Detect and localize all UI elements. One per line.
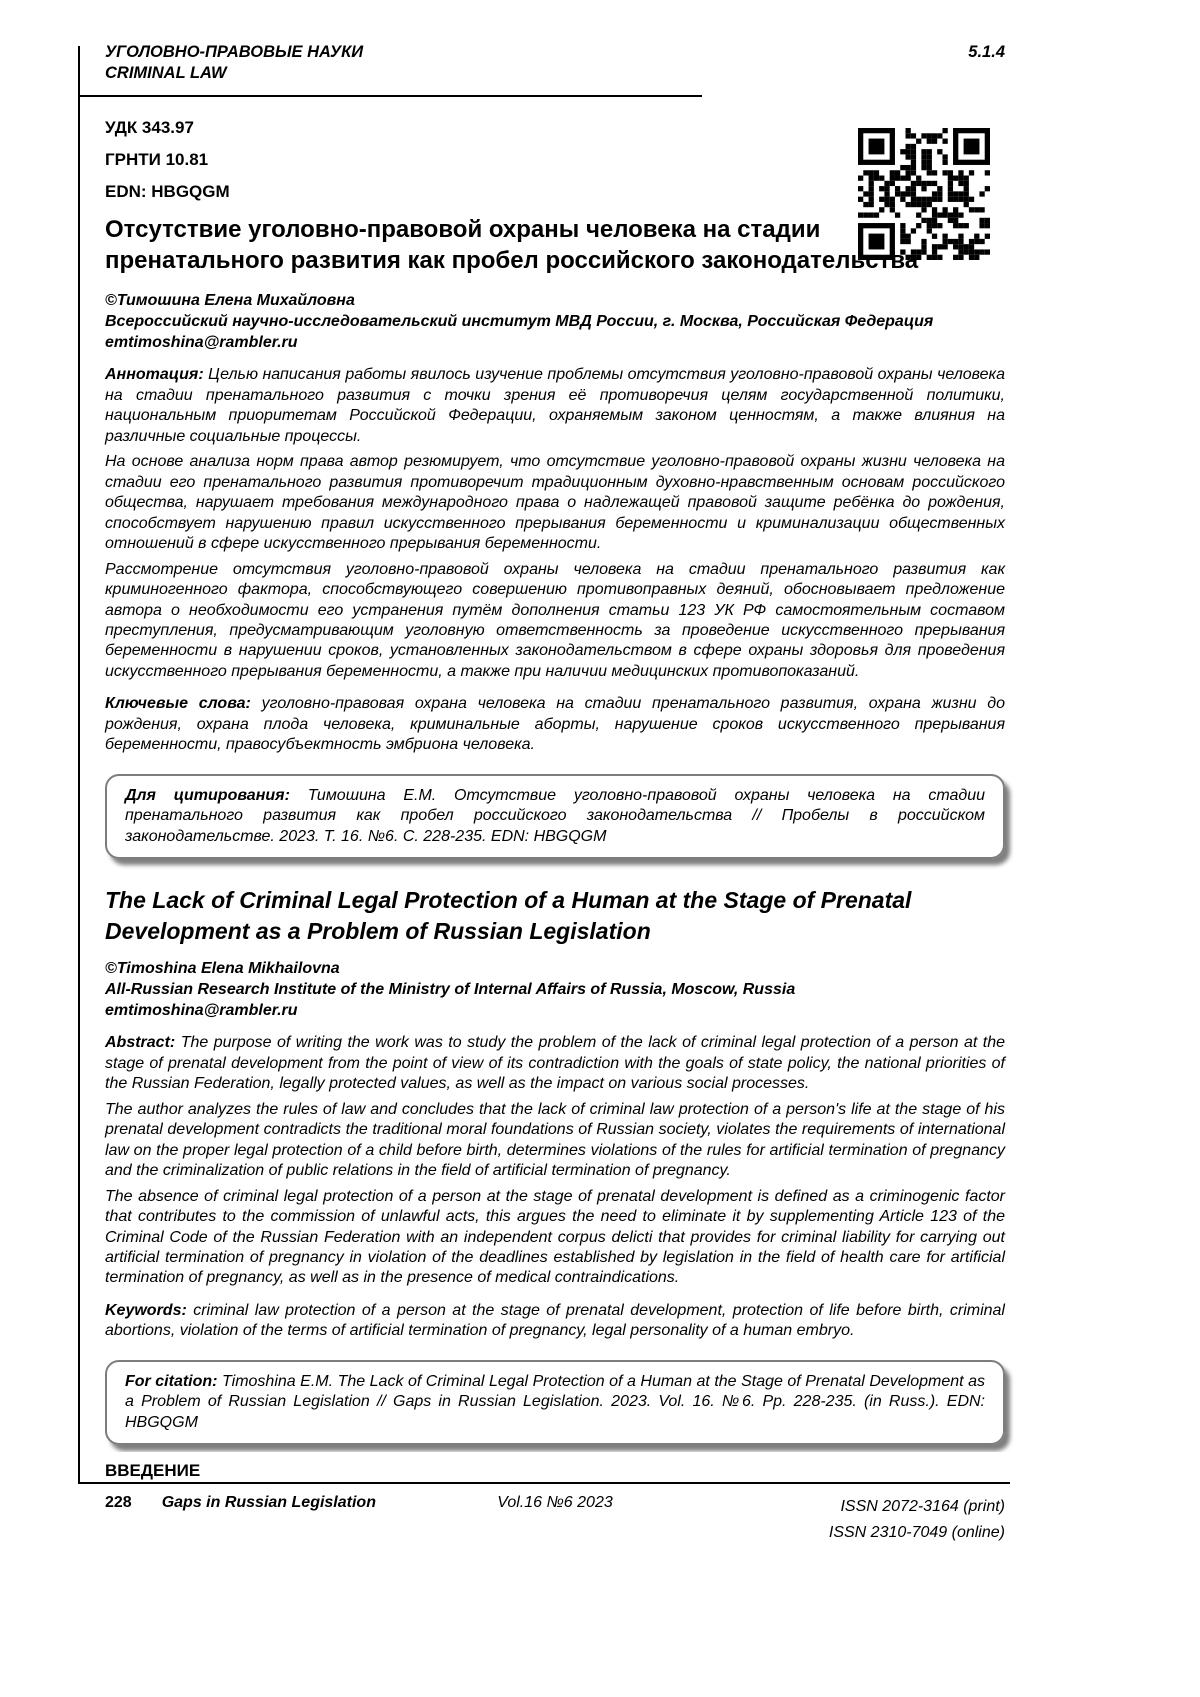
header-rule bbox=[78, 95, 702, 97]
rubric-block bbox=[105, 42, 363, 85]
abstract-en bbox=[105, 1033, 1005, 1289]
title-ru-line2: пренатального развития как пробел российского законодательства bbox=[105, 247, 919, 275]
abstract-ru-label: Аннотация: bbox=[105, 366, 204, 384]
citation-en-text: Timoshina E.M. The Lack of Criminal Legal Protection of a Human at the Stage of Prenatal Development as a Problem of Russian Legislation // Gaps in Russian Legislation. 2023. Vol. 16. №6. Pp. 228-235. (in Russ.). EDN: HBGQGM bbox=[125, 1372, 986, 1431]
author-name-ru: ©Тимошина Елена Михайловна bbox=[105, 291, 355, 309]
abstract-ru-p3: Рассмотрение отсутствия уголовно-правовой охраны человека на стадии пренатального развития как криминогенного фактора, способствующего совершению противоправных деяний, обосновывает предложение автора о необходимости его устранения путём дополнения статьи 123 УК РФ самостоятельным составом преступления, предусматривающим уголовную ответственность за проведение искусственного прерывания беременности в нарушении сроков, установленных законодательством в сфере охраны здоровья для проведения искусственного прерывания беременности, а также при наличии медицинских противопоказаний. bbox=[105, 560, 1005, 680]
page-footer bbox=[105, 1494, 1005, 1547]
footer-rule bbox=[78, 1482, 1010, 1484]
page-header bbox=[105, 42, 1005, 85]
citation-en-label: For citation: bbox=[125, 1372, 218, 1390]
keywords-en-text: criminal law protection of a person at the stage of prenatal development, protection of life before birth, criminal abortions, violation of the terms of artificial termination of pregnancy, legal personality of a human embryo. bbox=[105, 1301, 1005, 1340]
edn-code: EDN: HBGQGM bbox=[105, 182, 230, 202]
author-affiliation-ru: Всероссийский научно-исследовательский институт МВД России, г. Москва, Российская Федерация bbox=[105, 312, 934, 330]
author-block-en bbox=[105, 959, 1005, 1021]
issn-block bbox=[687, 1494, 1005, 1547]
title-en-line1: The Lack of Criminal Legal Protection of a Human at the Stage of Prenatal bbox=[105, 887, 912, 914]
abstract-ru-p1 bbox=[105, 365, 1005, 447]
article-title-ru bbox=[105, 214, 1005, 277]
citation-ru-label: Для цитирования: bbox=[125, 786, 290, 804]
author-email-en: emtimoshina@rambler.ru bbox=[105, 1001, 298, 1019]
keywords-en bbox=[105, 1301, 1005, 1342]
section-heading-introduction: ВВЕДЕНИЕ bbox=[105, 1461, 201, 1480]
author-email-ru: emtimoshina@rambler.ru bbox=[105, 333, 298, 351]
citation-ru-text: Тимошина Е.М. Отсутствие уголовно-правовой охраны человека на стадии пренатального развития как пробел российского законодательства // Пробелы в российском законодательстве. 2023. Т. 16. №6. С. 228-235. EDN: HBGQGM bbox=[125, 786, 986, 845]
journal-name: Gaps in Russian Legislation bbox=[161, 1494, 376, 1511]
udk-code: УДК 343.97 bbox=[105, 117, 194, 137]
issn-online: ISSN 2310-7049 (online) bbox=[828, 1524, 1005, 1542]
keywords-ru-text: уголовно-правовая охрана человека на стадии пренатального развития, охрана жизни до рождения, охрана плода человека, криминальные аборты, нарушение сроков искусственного прерывания беременности, правосубъектность эмбриона человека. bbox=[105, 695, 1006, 754]
title-en-line2: Development as a Problem of Russian Legislation bbox=[105, 917, 651, 944]
issn-print: ISSN 2072-3164 (print) bbox=[840, 1498, 1005, 1515]
author-affiliation-en: All-Russian Research Institute of the Ministry of Internal Affairs of Russia, Moscow, Russia bbox=[105, 980, 796, 998]
page-footer-area bbox=[0, 1452, 1200, 1697]
author-name-en: ©Timoshina Elena Mikhailovna bbox=[105, 959, 340, 977]
volume-issue-info: Vol.16 №6 2023 bbox=[497, 1494, 613, 1511]
abstract-ru bbox=[105, 365, 1005, 682]
abstract-en-p1 bbox=[105, 1033, 1005, 1094]
rubric-ru: УГОЛОВНО-ПРАВОВЫЕ НАУКИ bbox=[105, 43, 364, 61]
citation-box-en bbox=[105, 1360, 1005, 1445]
keywords-en-label: Keywords: bbox=[105, 1301, 187, 1319]
article-meta bbox=[105, 117, 1005, 203]
keywords-ru bbox=[105, 694, 1005, 755]
keywords-ru-label: Ключевые слова: bbox=[105, 695, 251, 713]
abstract-ru-p1-text: Целью написания работы явилось изучение проблемы отсутствия уголовно-правовой охраны человека на стадии пренатального развития с точки зрения её противоречия целям государственной политики, национальным приоритетам Российской Федерации, охраняемым законом ценностям, а также влияния на различные социальные процессы. bbox=[105, 366, 1006, 445]
title-ru-line1: Отсутствие уголовно-правовой охраны человека на стадии bbox=[105, 215, 821, 243]
abstract-ru-p2: На основе анализа норм права автор резюмирует, что отсутствие уголовно-правовой охраны жизни человека на стадии его пренатального развития противоречит традиционным духовно-нравственным основам российского общества, нарушает требования международного права о надлежащей правовой защите ребёнка до рождения, способствует нарушению правил искусственного прерывания беременности и криминализации общественных отношений в сфере искусственного прерывания беременности. bbox=[105, 453, 1005, 553]
page-number: 228 bbox=[105, 1494, 132, 1511]
left-margin-rule-lower bbox=[78, 1452, 80, 1483]
abstract-en-p3: The absence of criminal legal protection of a person at the stage of prenatal development is defined as a criminogenic factor that contributes to the commission of unlawful acts, this argues the need to eliminate it by supplementing Article 123 of the Criminal Code of the Russian Federation with an independent corpus delicti that provides for criminal liability for carrying out artificial termination of pregnancy in violation of the deadlines established by legislation in the field of health care for artificial termination of pregnancy, as well as in the presence of medical contraindications. bbox=[105, 1187, 1005, 1287]
specialty-code: 5.1.4 bbox=[968, 43, 1005, 61]
footer-left bbox=[105, 1494, 423, 1547]
abstract-en-p1-text: The purpose of writing the work was to study the problem of the lack of criminal legal protection of a person at the stage of prenatal development from the point of view of its contradiction with the goals of state policy, the national priorities of the Russian Federation, legally protected values, as well as the impact on various social processes. bbox=[105, 1034, 1005, 1093]
abstract-en-p2: The author analyzes the rules of law and concludes that the lack of criminal law protection of a person's life at the stage of his prenatal development contradicts the traditional moral foundations of Russian society, violates the requirements of international law on the proper legal protection of a child before birth, determines violations of the rules for artificial termination of pregnancy and the criminalization of public relations in the field of artificial termination of pregnancy. bbox=[105, 1100, 1005, 1180]
citation-box-ru bbox=[105, 774, 1005, 859]
author-block-ru bbox=[105, 291, 1005, 353]
abstract-en-label: Abstract: bbox=[105, 1034, 176, 1052]
rubric-en: CRIMINAL LAW bbox=[105, 64, 227, 83]
grnti-code: ГРНТИ 10.81 bbox=[105, 150, 209, 170]
article-title-en bbox=[105, 885, 1005, 946]
